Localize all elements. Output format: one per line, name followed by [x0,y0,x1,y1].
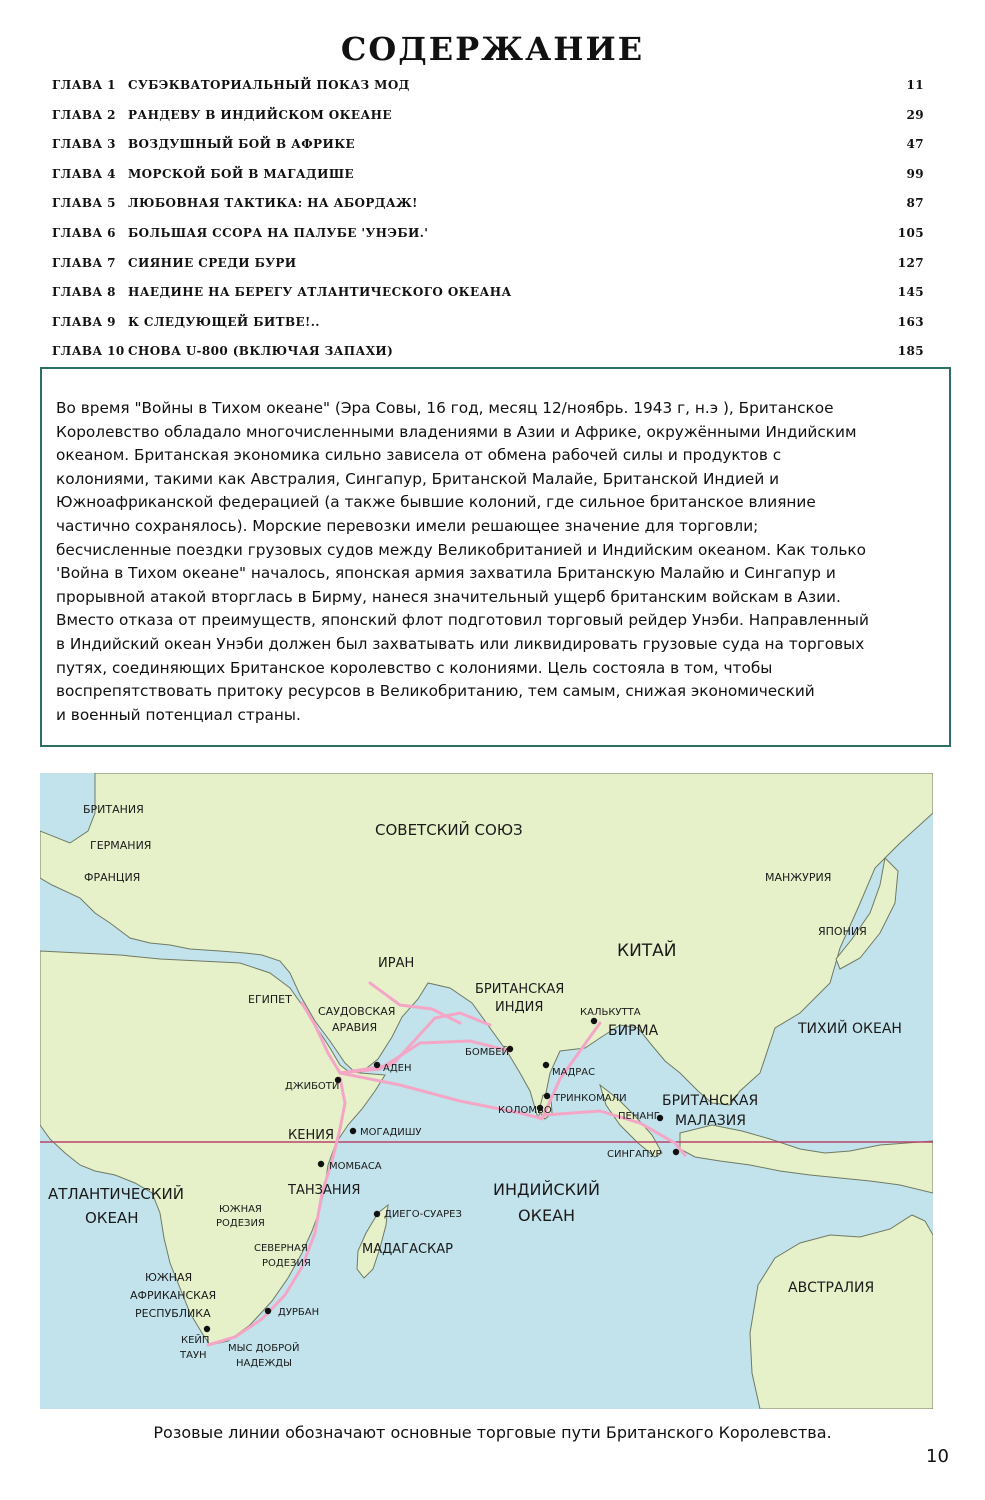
chapter-page: 87 [906,196,924,211]
intro-line: Во время "Войны в Тихом океане" (Эра Совы, 16 год, месяц 12/ноябрь. 1943 г, н.э ), Британское [56,399,834,417]
label-saudi-1: САУДОВСКАЯ [318,1005,396,1018]
label-djibouti: ДЖИБОТИ [285,1081,340,1092]
chapter-page: 105 [897,225,924,240]
intro-text-box [40,367,951,747]
label-burma: БИРМА [608,1023,659,1039]
chapter-label: ГЛАВА 9 [52,314,116,329]
label-srhod-2: РОДЕЗИЯ [216,1218,265,1229]
city-dot [673,1149,679,1155]
label-india-1: БРИТАНСКАЯ [475,982,565,997]
trade-routes-map [40,773,933,1409]
label-colombo: КОЛОМБО [498,1105,552,1116]
label-britain: БРИТАНИЯ [83,803,144,816]
toc-row[interactable] [52,167,924,197]
chapter-title: БОЛЬШАЯ ССОРА НА ПАЛУБЕ 'УНЭБИ.' [128,225,429,240]
chapter-label: ГЛАВА 2 [52,107,116,122]
label-srhod-1: ЮЖНАЯ [219,1204,262,1215]
label-japan: ЯПОНИЯ [818,925,867,938]
intro-line: прорывной атакой вторглась в Бирму, нанеся значительный ущерб британским войскам в Азии. [56,587,841,606]
chapter-title: ВОЗДУШНЫЙ БОЙ В АФРИКЕ [128,137,356,152]
label-malaya-2: МАЛАЗИЯ [675,1113,746,1129]
toc-row[interactable] [52,137,924,167]
intro-line: в Индийский океан Унэби должен был захватывать или ликвидировать грузовые суда на торговых [56,634,865,653]
chapter-page: 47 [906,137,924,152]
label-sa-1: ЮЖНАЯ [145,1271,193,1284]
chapter-title: МОРСКОЙ БОЙ В МАГАДИШЕ [128,166,355,181]
label-china: КИТАЙ [617,941,677,961]
toc-row[interactable] [52,108,924,138]
label-tanzania: ТАНЗАНИЯ [288,1183,361,1198]
label-nrhod-1: СЕВЕРНАЯ [254,1243,308,1254]
chapter-page: 127 [897,255,924,270]
toc-row[interactable] [52,256,924,286]
chapter-page: 11 [906,78,924,92]
label-nrhod-2: РОДЕЗИЯ [262,1258,311,1269]
city-dot [591,1018,597,1024]
city-dot [318,1161,324,1167]
label-diego: ДИЕГО-СУАРЕЗ [384,1209,462,1220]
label-germany: ГЕРМАНИЯ [90,839,152,852]
intro-line: бесчисленные поездки грузовых судов между Великобританией и Индийским океаном. Как только [56,540,866,559]
city-dot [544,1093,550,1099]
label-manchuria: МАНЖУРИЯ [765,871,832,884]
chapter-page: 99 [906,166,924,181]
intro-line: путях, соединяющих Британское королевство с колониями. Цель состояла в том, чтобы [56,658,773,677]
label-france: ФРАНЦИЯ [84,871,141,884]
map-caption: Розовые линии обозначают основные торговые пути Британского Королевства. [153,1423,832,1442]
city-dot [350,1128,356,1134]
chapter-page: 29 [906,107,924,122]
intro-line: колониями, такими как Австралия, Сингапур, Британской Малайе, Британской Индией и [56,469,780,488]
toc-title: СОДЕРЖАНИЕ [340,30,645,68]
chapter-label: ГЛАВА 1 [52,78,116,92]
label-trincomalee: ТРИНКОМАЛИ [554,1093,627,1104]
chapter-title: НАЕДИНЕ НА БЕРЕГУ АТЛАНТИЧЕСКОГО ОКЕАНА [128,285,512,300]
chapter-title: СУБЭКВАТОРИАЛЬНЫЙ ПОКАЗ МОД [128,78,410,92]
label-penang: ПЕНАНГ [618,1111,660,1122]
city-dot [543,1062,549,1068]
chapter-title: ЛЮБОВНАЯ ТАКТИКА: НА АБОРДАЖ! [128,196,418,211]
chapter-title: РАНДЕВУ В ИНДИЙСКОМ ОКЕАНЕ [128,107,392,122]
chapter-title: СИЯНИЕ СРЕДИ БУРИ [128,255,297,270]
label-durban: ДУРБАН [278,1307,320,1318]
city-dot [374,1211,380,1217]
intro-line: частично сохранялось). Морские перевозки имели решающее значение для торговли; [56,516,759,535]
city-dot [204,1326,210,1332]
toc-row[interactable] [52,226,924,256]
label-cape-2: ТАУН [180,1350,207,1361]
label-goodhope-1: МЫС ДОБРОЙ [228,1343,300,1354]
label-malaya-1: БРИТАНСКАЯ [662,1093,759,1109]
chapter-label: ГЛАВА 6 [52,225,116,240]
chapter-page: 185 [897,344,924,359]
label-cape-1: КЕЙП [181,1335,210,1346]
page-number: 10 [926,1446,949,1467]
intro-line: Южноафриканской федерацией (а также бывшие колоний, где сильное британское влияние [56,493,816,512]
chapter-label: ГЛАВА 10 [52,344,125,359]
label-pacific: ТИХИЙ ОКЕАН [798,1021,902,1037]
chapter-title: СНОВА U-800 (ВКЛЮЧАЯ ЗАПАХИ) [128,344,394,359]
intro-line: воспрепятствовать притоку ресурсов в Великобританию, тем самым, снижая экономический [56,682,815,701]
label-sa-3: РЕСПУБЛИКА [135,1307,211,1320]
intro-line: океаном. Британская экономика сильно зависела от обмена рабочей силы и продуктов с [56,446,782,465]
label-egypt: ЕГИПЕТ [248,993,292,1006]
label-kenya: КЕНИЯ [288,1128,334,1143]
intro-line: Вместо отказа от преимуществ, японский флот подготовил торговый рейдер Унэби. Направленный [56,611,869,630]
label-singapore: СИНГАПУР [607,1149,662,1160]
label-atlantic-1: АТЛАНТИЧЕСКИЙ [48,1185,184,1203]
intro-line: 'Война в Тихом океане" началось, японская армия захватила Британскую Малайю и Сингапур и [56,564,836,583]
intro-line: и военный потенциал страны. [56,705,301,724]
label-indian-2: ОКЕАН [518,1206,576,1225]
label-goodhope-2: НАДЕЖДЫ [236,1358,292,1369]
city-dot [374,1062,380,1068]
toc-row[interactable] [52,78,924,108]
label-saudi-2: АРАВИЯ [332,1021,378,1034]
chapter-label: ГЛАВА 5 [52,196,116,211]
chapter-label: ГЛАВА 4 [52,166,116,181]
label-bombay: БОМБЕЙ [465,1047,510,1058]
label-mogadishu: МОГАДИШУ [360,1127,422,1138]
city-dot [265,1308,271,1314]
label-sa-2: АФРИКАНСКАЯ [130,1289,217,1302]
chapter-page: 163 [897,314,924,329]
intro-line: Королевство обладало многочисленными владениями в Азии и Африке, окружёнными Индийским [56,422,857,441]
label-mombasa: МОМБАСА [329,1161,382,1172]
toc-row[interactable] [52,315,924,345]
chapter-label: ГЛАВА 3 [52,137,116,152]
toc-row[interactable] [52,196,924,226]
label-iran: ИРАН [378,956,415,971]
label-calcutta: КАЛЬКУТТА [580,1007,641,1018]
chapter-label: ГЛАВА 8 [52,285,116,300]
label-madagascar: МАДАГАСКАР [362,1242,454,1257]
chapter-page: 145 [897,285,924,300]
label-indian-1: ИНДИЙСКИЙ [493,1180,600,1199]
label-soviet: СОВЕТСКИЙ СОЮЗ [375,821,523,839]
chapter-label: ГЛАВА 7 [52,255,116,270]
label-aden: АДЕН [383,1063,412,1074]
toc-row[interactable] [52,285,924,315]
label-india-2: ИНДИЯ [495,1000,544,1015]
label-madras: МАДРАС [552,1067,596,1078]
map-svg [40,773,933,1409]
table-of-contents [52,78,924,374]
label-atlantic-2: ОКЕАН [85,1209,139,1227]
chapter-title: К СЛЕДУЮЩЕЙ БИТВЕ!.. [128,314,320,329]
label-australia: АВСТРАЛИЯ [788,1280,875,1296]
